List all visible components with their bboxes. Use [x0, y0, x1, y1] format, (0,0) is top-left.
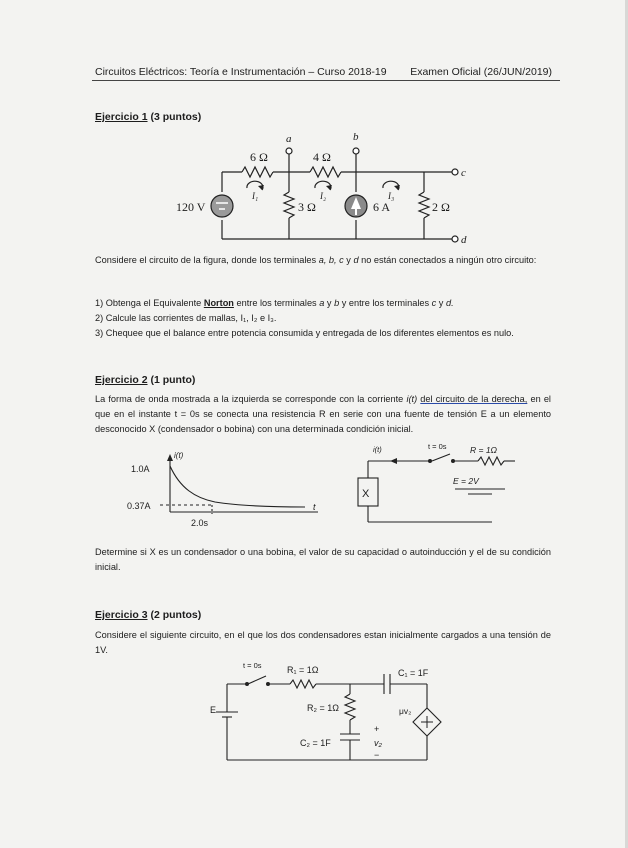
- ex2-circ-current: i(t): [373, 445, 382, 454]
- ex2-circ-r: R = 1Ω: [470, 445, 498, 455]
- ex2-graph-tau: 2.0s: [191, 518, 209, 528]
- ex2-graph-ylabel: i(t): [174, 451, 184, 460]
- ex1-q1-t1: a: [319, 298, 325, 308]
- ex3-r1-label: R₁ = 1Ω: [287, 665, 319, 675]
- ex1-intro-text-2: no están conectados a ningún otro circuito:: [361, 255, 537, 265]
- ex2-circ-x: X: [362, 488, 370, 500]
- ex3-title-name: Ejercicio 3: [95, 609, 148, 621]
- ex3-plus-label: +: [374, 724, 380, 734]
- ex2-title-points: (1 punto): [150, 374, 196, 386]
- ex3-e-label: E: [210, 705, 217, 715]
- ex3-minus-label: −: [374, 750, 380, 760]
- ex2-text-2: en el que en el instante t = 0s se conecta una resistencia R en serie con una fuente de tensión E a un elemento desconocido X (condensador o bobina) con una determinada condición inicial.: [95, 394, 551, 434]
- ex1-isource-label: 6 A: [373, 200, 391, 214]
- ex2-circ-switch: t = 0s: [428, 442, 447, 451]
- ex3-c2-label: C₂ = 1F: [300, 738, 331, 748]
- ex3-r2-label: R₂ = 1Ω: [307, 703, 339, 713]
- ex2-graph-v2: 0.37A: [127, 501, 151, 511]
- ex1-q3: 3) Chequee que el balance entre potencia consumida y entregada de los diferentes elementos es nulo.: [95, 328, 514, 338]
- ex1-r4-label: 2 Ω: [432, 200, 450, 214]
- ex1-mesh-3: I₃: [388, 191, 395, 201]
- ex1-q2: 2) Calcule las corrientes de mallas, I₁, I₂ e I₃.: [95, 313, 277, 323]
- ex1-q1-c: y: [326, 298, 332, 308]
- ex2-title-name: Ejercicio 2: [95, 374, 148, 386]
- ex1-terminal-b: b: [353, 131, 359, 143]
- ex1-r3-label: 3 Ω: [298, 200, 316, 214]
- ex1-r2-label: 4 Ω: [313, 150, 331, 164]
- header-exam-date: Examen Oficial (26/JUN/2019): [410, 66, 552, 78]
- ex1-r1-label: 6 Ω: [250, 150, 268, 164]
- ex1-q1-t4: d.: [445, 298, 454, 308]
- ex1-intro-d: d: [353, 255, 359, 265]
- ex1-terminal-d: d: [461, 234, 467, 246]
- ex1-q1-t2: b: [334, 298, 340, 308]
- ex3-switch-label: t = 0s: [243, 661, 262, 670]
- ex1-intro-terms: a, b, c: [318, 255, 344, 265]
- ex1-terminal-c: c: [461, 167, 466, 179]
- ex1-q1-a: 1) Obtenga el Equivalente: [95, 298, 202, 308]
- ex1-mesh-2: I₂: [320, 191, 327, 201]
- ex2-graph-v1: 1.0A: [131, 464, 150, 474]
- ex1-q1-e: y: [438, 298, 444, 308]
- ex1-mesh-1: I₁: [252, 191, 259, 201]
- ex1-intro-text: Considere el circuito de la figura, donde los terminales: [95, 255, 317, 265]
- ex1-title-name: Ejercicio 1: [95, 111, 148, 123]
- ex3-title-points: (2 puntos): [150, 609, 202, 621]
- ex1-intro-y: y: [346, 255, 351, 265]
- ex2-text-1: La forma de onda mostrada a la izquierda se corresponde con la corriente: [95, 394, 404, 404]
- ex2-graph-xlabel: t: [313, 502, 316, 512]
- ex1-q1-b: entre los terminales: [236, 298, 317, 308]
- ex1-title-points: (3 puntos): [150, 111, 202, 123]
- ex3-c1-label: C₁ = 1F: [398, 668, 429, 678]
- ex2-question: Determine si X es un condensador o una bobina, el valor de su capacidad o autoinducción y el de su condición inicial.: [95, 547, 551, 572]
- ex1-q1-d: y entre los terminales: [341, 298, 430, 308]
- ex1-vsource-label: 120 V: [176, 200, 206, 214]
- ex2-text-it: i(t): [406, 394, 418, 404]
- ex3-v2-label: v₂: [374, 738, 382, 748]
- header-course: Circuitos Eléctricos: Teoría e Instrumentación – Curso 2018-19: [95, 66, 387, 78]
- ex1-terminal-a: a: [286, 133, 292, 145]
- ex2-circ-e: E = 2V: [453, 476, 479, 486]
- ex2-text-blue: del circuito de la derecha,: [420, 394, 528, 404]
- ex1-q1-t3: c: [431, 298, 437, 308]
- ex3-dep-label: μv₂: [399, 706, 412, 716]
- ex1-q1-norton: Norton: [203, 298, 234, 308]
- ex3-text: Considere el siguiente circuito, en el que los dos condensadores estan inicialmente cargados a una tensión de 1V.: [95, 630, 551, 655]
